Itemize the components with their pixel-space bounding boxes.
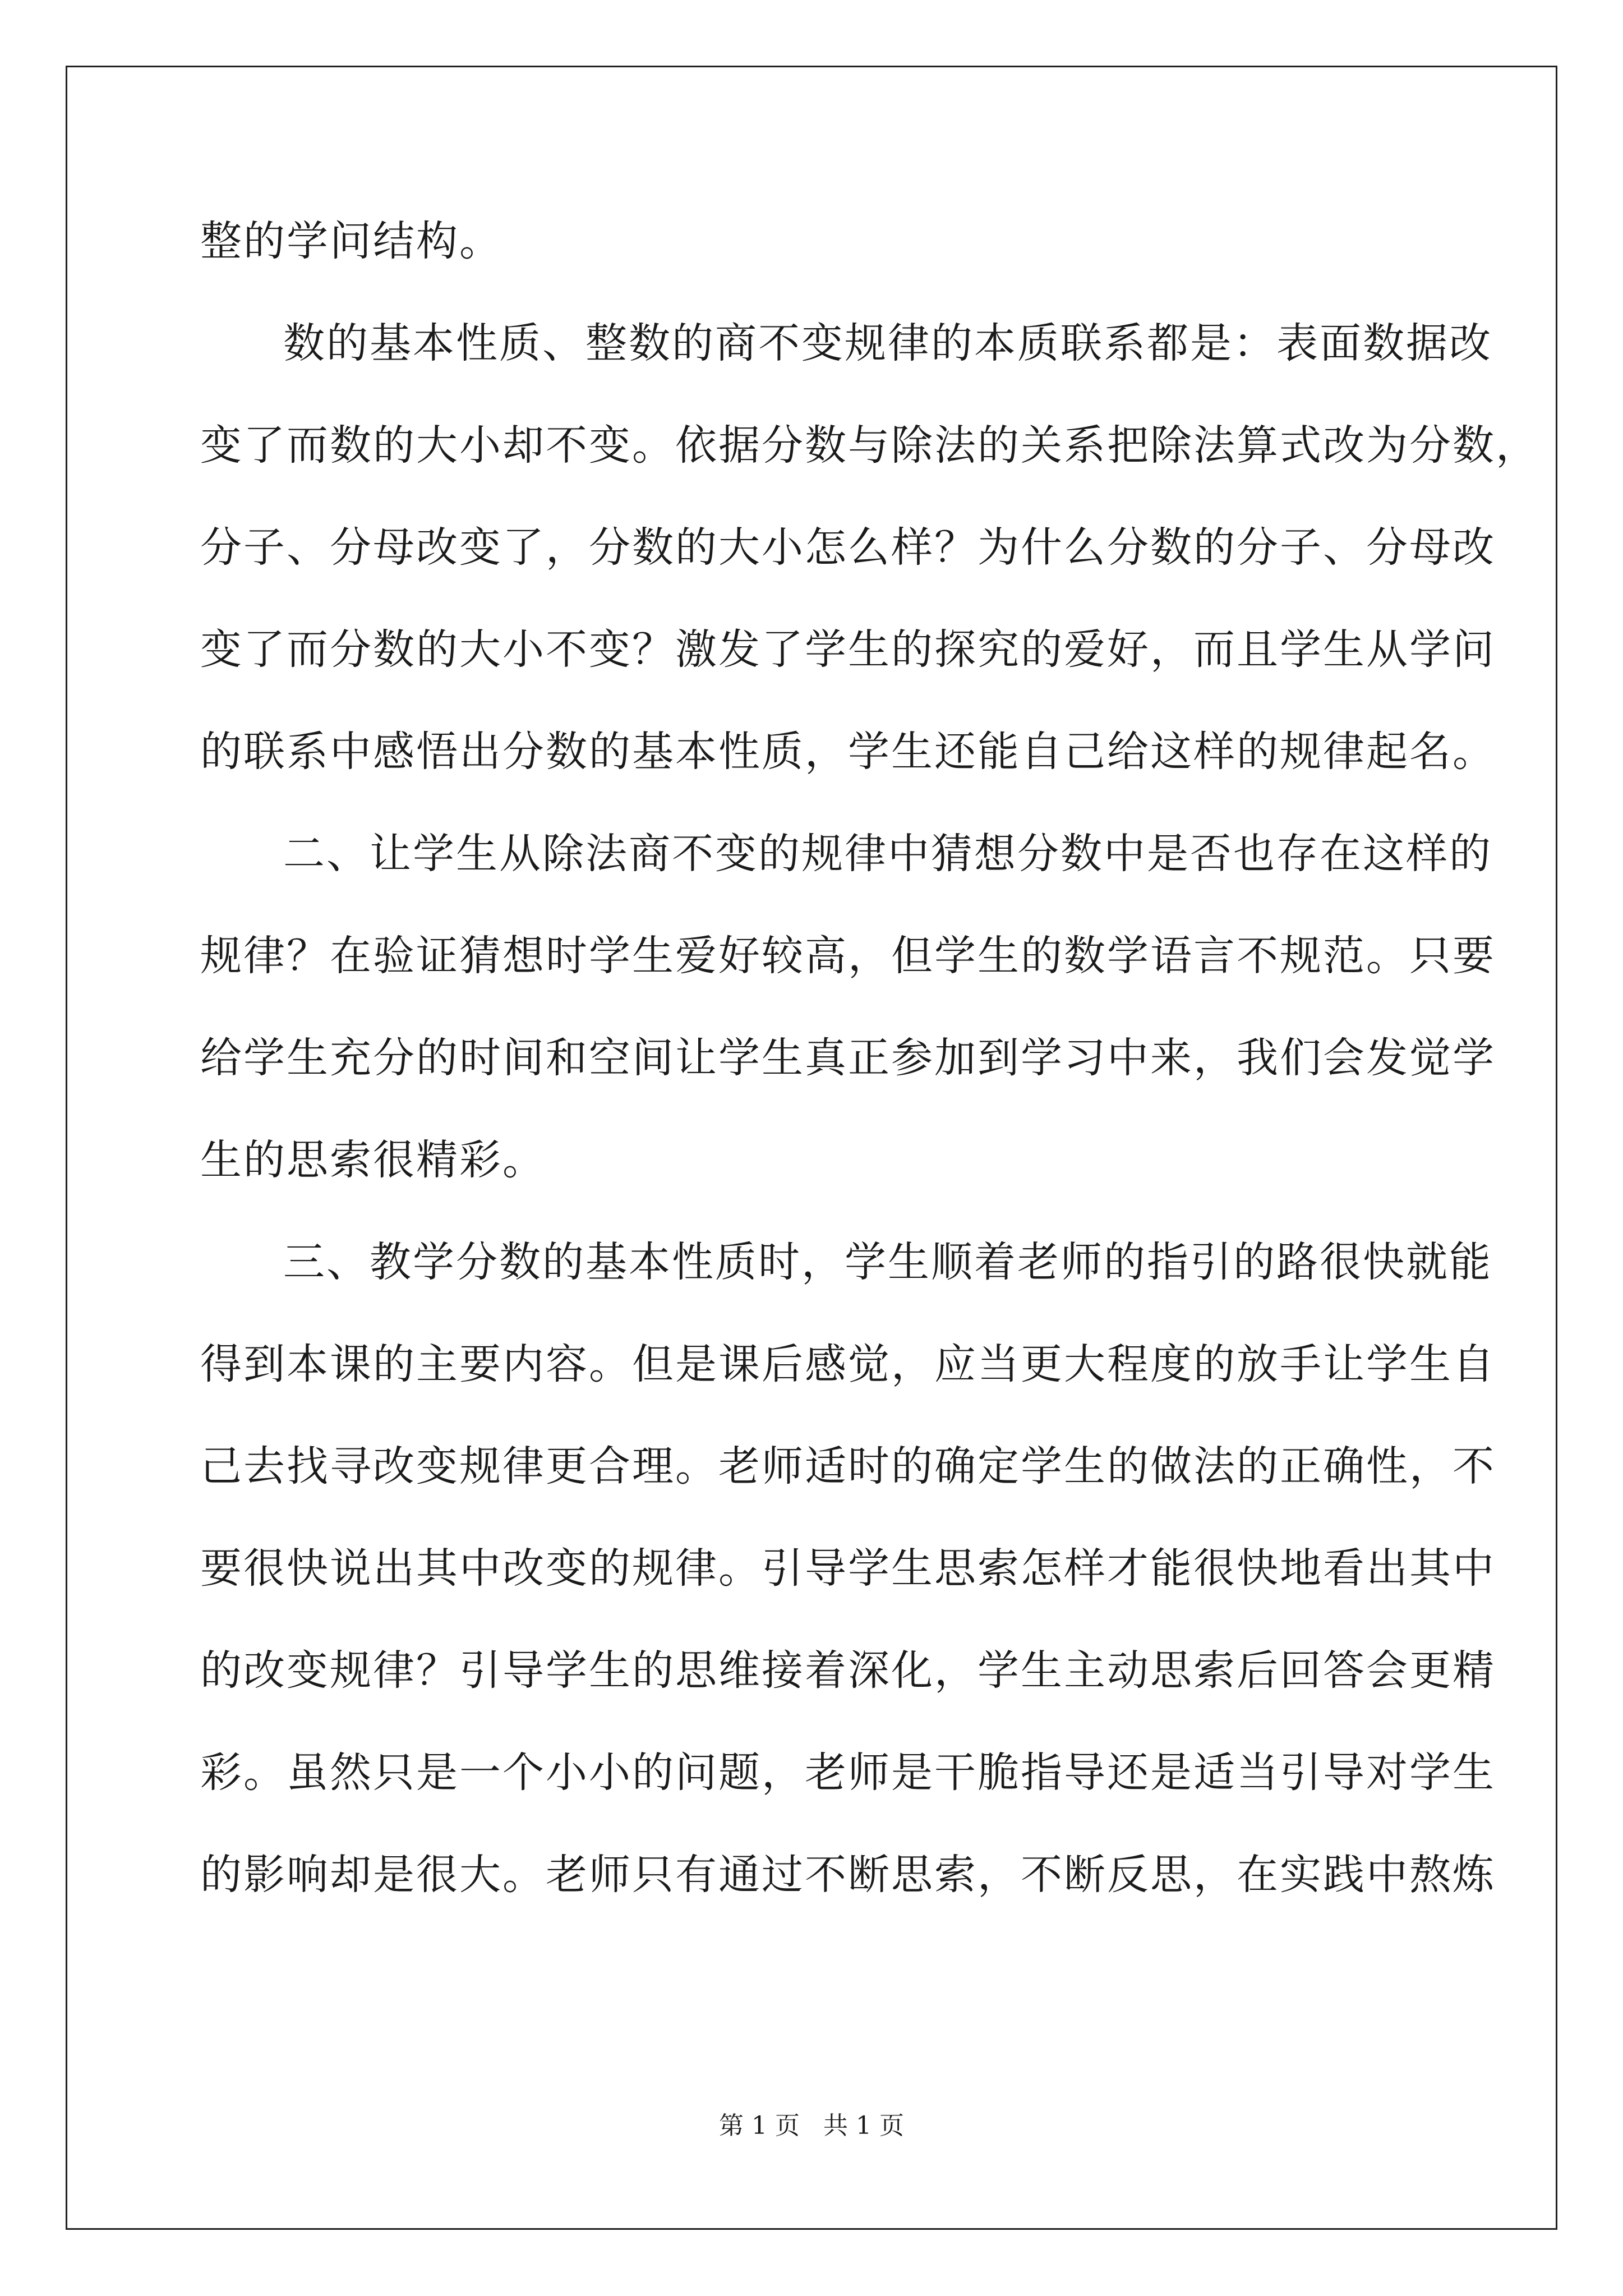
- paragraph-start-line: 三、教学分数的基本性质时，学生顺着老师的指引的路很快就能: [283, 1238, 1492, 1286]
- text-line: 的影响却是很大。老师只有通过不断思索，不断反思，在实践中熬炼: [200, 1851, 1496, 1899]
- text-line: 给学生充分的时间和空间让学生真正参加到学习中来，我们会发觉学: [200, 1034, 1496, 1082]
- text-line: 的联系中感悟出分数的基本性质，学生还能自己给这样的规律起名。: [200, 728, 1496, 776]
- text-line: 分子、分母改变了，分数的大小怎么样？为什么分数的分子、分母改: [200, 523, 1496, 572]
- text-line: 变了而分数的大小不变？激发了学生的探究的爱好，而且学生从学问: [200, 625, 1496, 674]
- text-line: 变了而数的大小却不变。依据分数与除法的关系把除法算式改为分数，: [200, 421, 1539, 470]
- text-line: 规律？在验证猜想时学生爱好较高，但学生的数学语言不规范。只要: [200, 932, 1496, 980]
- text-line: 得到本课的主要内容。但是课后感觉，应当更大程度的放手让学生自: [200, 1340, 1496, 1388]
- text-line: 整的学问结构。: [200, 217, 502, 265]
- paragraph-start-line: 数的基本性质、整数的商不变规律的本质联系都是：表面数据改: [283, 319, 1492, 367]
- page-footer: 第 1 页 共 1 页: [719, 2111, 904, 2140]
- text-line: 要很快说出其中改变的规律。引导学生思索怎样才能很快地看出其中: [200, 1544, 1496, 1593]
- text-line: 生的思索很精彩。: [200, 1136, 546, 1184]
- text-line: 彩。虽然只是一个小小的问题，老师是干脆指导还是适当引导对学生: [200, 1749, 1496, 1797]
- text-line: 的改变规律？引导学生的思维接着深化，学生主动思索后回答会更精: [200, 1646, 1496, 1695]
- text-line: 己去找寻改变规律更合理。老师适时的确定学生的做法的正确性，不: [200, 1442, 1496, 1490]
- paragraph-start-line: 二、让学生从除法商不变的规律中猜想分数中是否也存在这样的: [283, 830, 1492, 878]
